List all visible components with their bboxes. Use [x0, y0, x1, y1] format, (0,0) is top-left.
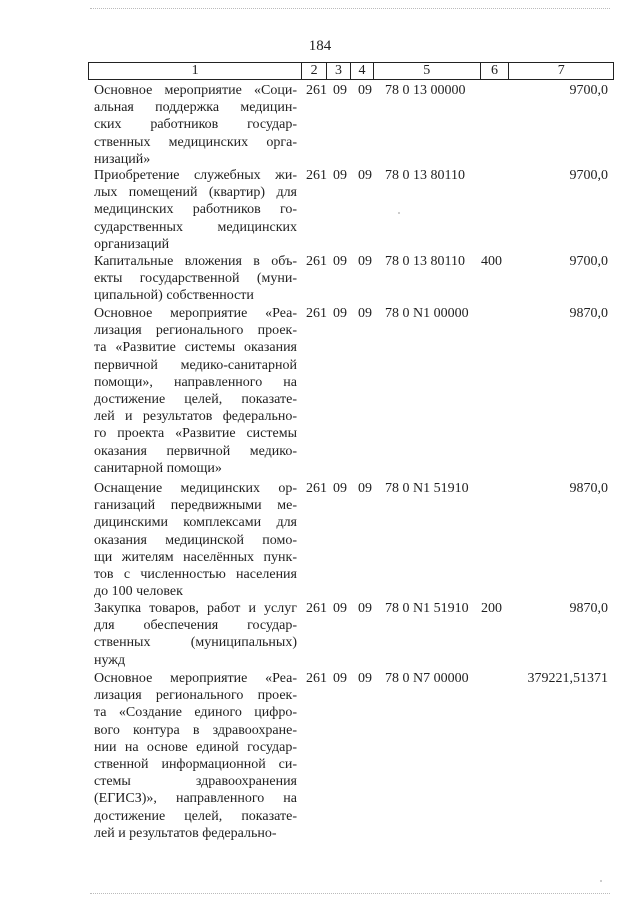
section-code: 09 [333, 671, 347, 686]
ministry-code: 261 [306, 83, 327, 98]
page-number: 184 [308, 38, 332, 54]
description-line: санитарной помощи» [94, 460, 222, 476]
description-line: ципальной) собственности [94, 288, 254, 304]
description-line: дицинскими комплексами для [94, 515, 297, 531]
description-line: (ЕГИСЗ)», направленного на [94, 791, 297, 807]
description-line: сударственных медицинских [94, 219, 297, 235]
description-line: Приобретение служебных жи- [94, 168, 297, 183]
ministry-code: 261 [306, 168, 327, 183]
description-line: организаций [94, 236, 170, 252]
subsection-code: 09 [358, 481, 372, 496]
description-line: стемы здравоохранения [94, 774, 297, 790]
description-line: достижение целей, показате- [94, 808, 297, 824]
target-article-code: 78 0 13 00000 [385, 83, 466, 98]
amount: 9870,0 [569, 306, 608, 321]
description-line: оказания первичной медико- [94, 443, 297, 459]
description-line: Основное мероприятие «Соци- [94, 83, 297, 98]
column-header-2: 2 [302, 63, 327, 79]
description-line: лых помещений (квартир) для [94, 185, 297, 201]
target-article-code: 78 0 13 80110 [385, 254, 465, 269]
row-description [94, 305, 297, 477]
ministry-code: 261 [306, 254, 327, 269]
ministry-code: 261 [306, 601, 327, 616]
description-line: лей и результатов федерально- [94, 825, 277, 841]
expense-type-code: 200 [481, 601, 502, 616]
description-line: Оснащение медицинских ор- [94, 481, 297, 496]
description-line: помощи», направленного на [94, 374, 297, 390]
description-line: альная поддержка медицин- [94, 100, 297, 116]
row-description [94, 670, 297, 842]
row-description [94, 253, 297, 305]
scan-edge-bottom [90, 893, 610, 896]
subsection-code: 09 [358, 254, 372, 269]
description-line: нии на основе единой государ- [94, 739, 297, 755]
row-description [94, 167, 297, 253]
target-article-code: 78 0 N1 51910 [385, 481, 469, 496]
ministry-code: 261 [306, 481, 327, 496]
description-line: Основное мероприятие «Реа- [94, 306, 297, 321]
subsection-code: 09 [358, 306, 372, 321]
description-line: лей и результатов федерально- [94, 409, 297, 425]
description-line: нужд [94, 652, 126, 668]
section-code: 09 [333, 601, 347, 616]
description-line: ственных медицинских орга- [94, 134, 297, 150]
column-header-5: 5 [374, 63, 481, 79]
target-article-code: 78 0 13 80110 [385, 168, 465, 183]
section-code: 09 [333, 168, 347, 183]
description-line: до 100 человек [94, 584, 183, 600]
column-header-3: 3 [327, 63, 351, 79]
section-code: 09 [333, 481, 347, 496]
subsection-code: 09 [358, 601, 372, 616]
description-line: Основное мероприятие «Реа- [94, 671, 297, 686]
description-line: та «Развитие системы оказания [94, 340, 297, 356]
subsection-code: 09 [358, 83, 372, 98]
subsection-code: 09 [358, 168, 372, 183]
column-header-6: 6 [481, 63, 510, 79]
description-line: низаций» [94, 151, 151, 167]
description-line: для обеспечения государ- [94, 618, 297, 634]
target-article-code: 78 0 N1 51910 [385, 601, 469, 616]
description-line: ганизаций передвижными ме- [94, 498, 297, 514]
amount: 9700,0 [569, 168, 608, 183]
column-header-1: 1 [89, 63, 302, 79]
expense-type-code: 400 [481, 254, 502, 269]
description-line: лизация регионального проек- [94, 323, 297, 339]
description-line: Закупка товаров, работ и услуг [94, 601, 297, 616]
row-description [94, 480, 297, 600]
description-line: лизация регионального проек- [94, 688, 297, 704]
description-line: тов с численностью населения [94, 567, 297, 583]
description-line: та «Создание единого цифро- [94, 705, 297, 721]
description-line: го проекта «Развитие системы [94, 426, 297, 442]
amount: 9870,0 [569, 601, 608, 616]
column-header-4: 4 [351, 63, 374, 79]
amount: 9700,0 [569, 83, 608, 98]
description-line: щи жителям населённых пунк- [94, 549, 297, 565]
section-code: 09 [333, 83, 347, 98]
description-line: достижение целей, показате- [94, 392, 297, 408]
subsection-code: 09 [358, 671, 372, 686]
description-line: оказания медицинской помо- [94, 532, 297, 548]
ministry-code: 261 [306, 671, 327, 686]
scan-speck [600, 880, 602, 882]
description-line: вого контура в здравоохране- [94, 722, 297, 738]
amount: 9870,0 [569, 481, 608, 496]
description-line: ственной информационной си- [94, 757, 297, 773]
description-line: первичной медико-санитарной [94, 357, 297, 373]
description-line: ских работников государ- [94, 117, 297, 133]
amount: 9700,0 [569, 254, 608, 269]
description-line: ственных (муниципальных) [94, 635, 297, 651]
row-description [94, 82, 297, 168]
ministry-code: 261 [306, 306, 327, 321]
description-line: Капитальные вложения в объ- [94, 254, 297, 269]
target-article-code: 78 0 N7 00000 [385, 671, 469, 686]
section-code: 09 [333, 254, 347, 269]
row-description [94, 600, 297, 669]
column-header-7: 7 [557, 63, 565, 78]
description-line: медицинских работников го- [94, 202, 297, 218]
section-code: 09 [333, 306, 347, 321]
target-article-code: 78 0 N1 00000 [385, 306, 469, 321]
scan-speck [398, 212, 400, 214]
amount: 379221,51371 [527, 671, 608, 686]
description-line: екты государственной (муни- [94, 271, 297, 287]
